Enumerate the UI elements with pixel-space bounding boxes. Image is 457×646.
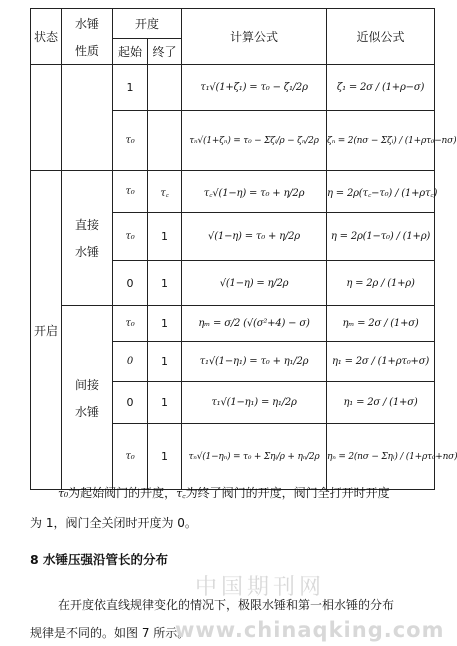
paragraph-line-1: 在开度依直线规律变化的情况下，极限水锤和第一相水锤的分布 <box>58 598 395 612</box>
cell-end: 1 <box>148 382 182 424</box>
header-approx: 近似公式 <box>327 9 435 65</box>
cell-end: 1 <box>148 261 182 306</box>
cell-approx: η₁ = 2σ / (1+σ) <box>327 382 435 424</box>
header-hammer-nature-line2: 性质 <box>74 43 99 58</box>
cell-approx: ηₙ = 2(nσ − Σηᵢ) / (1+ρτ₀+nσ) <box>327 424 435 490</box>
cell-nature-blank <box>62 65 113 171</box>
cell-approx: ζ₁ = 2σ / (1+ρ−σ) <box>327 65 435 111</box>
note-line-1 <box>58 484 390 501</box>
cell-end: 1 <box>148 306 182 342</box>
section-heading: 8 水锤压强沿管长的分布 <box>30 552 169 567</box>
cell-end: 1 <box>148 213 182 261</box>
cell-start: τ₀ <box>113 213 148 261</box>
header-hammer-nature <box>62 9 113 65</box>
cell-start: τ₀ <box>113 424 148 490</box>
header-hammer-nature-line1: 水锤 <box>74 16 99 31</box>
cell-formula: √(1−η) = η/2ρ <box>182 261 327 306</box>
note-line-2: 为 1，阀门全关闭时开度为 0。 <box>30 516 197 530</box>
cell-end: τ꜀ <box>148 171 182 213</box>
cell-approx: η = 2ρ(1−τ₀) / (1+ρ) <box>327 213 435 261</box>
header-state: 状态 <box>31 9 62 65</box>
note-text-1: 为起始阀门的开度， <box>68 486 177 500</box>
cell-state-open: 开启 <box>31 171 62 490</box>
header-start: 起始 <box>113 39 148 65</box>
indirect-line1: 间接 <box>74 377 99 392</box>
watermark-cn: 中国期刊网 <box>195 575 326 600</box>
cell-formula: τ₁√(1−η₁) = η₁/2ρ <box>182 382 327 424</box>
cell-direct-hammer <box>62 171 113 306</box>
cell-approx: η₁ = 2σ / (1+ρτ₀+σ) <box>327 342 435 382</box>
cell-end: 1 <box>148 424 182 490</box>
cell-formula: τₙ√(1+ζₙ) = τ₀ − Σζᵢ/ρ − ζₙ/2ρ <box>182 111 327 171</box>
cell-formula: τₙ√(1−ηₙ) = τ₀ + Σηᵢ/ρ + ηₙ/2ρ <box>182 424 327 490</box>
cell-end <box>148 65 182 111</box>
cell-formula: τ₁√(1+ζ₁) = τ₀ − ζ₁/2ρ <box>182 65 327 111</box>
direct-line2: 水锤 <box>74 245 99 259</box>
cell-approx: η = 2ρ / (1+ρ) <box>327 261 435 306</box>
cell-start: τ₀ <box>113 306 148 342</box>
note-text-2: 为终了阀门的开度，阀门全打开时开度 <box>185 486 390 500</box>
cell-approx: ζₙ = 2(nσ − Σζᵢ) / (1+ρτ₀−nσ) <box>327 111 435 171</box>
cell-state-blank <box>31 65 62 171</box>
cell-start: τ₀ <box>113 171 148 213</box>
header-formula: 计算公式 <box>182 9 327 65</box>
cell-formula: √(1−η) = τ₀ + η/2ρ <box>182 213 327 261</box>
cell-approx: η = 2ρ(τ꜀−τ₀) / (1+ρτ꜀) <box>327 171 435 213</box>
note-sym-tau0: τ₀ <box>58 487 69 500</box>
direct-line1: 直接 <box>74 218 99 232</box>
cell-formula: ηₘ = σ/2 (√(σ²+4) − σ) <box>182 306 327 342</box>
cell-formula: τ₁√(1−η₁) = τ₀ + η₁/2ρ <box>182 342 327 382</box>
watermark-url: www.chinaqking.com <box>175 618 445 642</box>
cell-indirect-hammer <box>62 306 113 490</box>
cell-approx: ηₘ = 2σ / (1+σ) <box>327 306 435 342</box>
paragraph-line-2: 规律是不同的。如图 7 所示。 <box>30 626 190 640</box>
cell-start: 1 <box>113 65 148 111</box>
cell-start: 0 <box>113 382 148 424</box>
cell-end: 1 <box>148 342 182 382</box>
header-opening: 开度 <box>113 9 182 39</box>
indirect-line2: 水锤 <box>74 404 99 419</box>
cell-formula: τ꜀√(1−η) = τ₀ + η/2ρ <box>182 171 327 213</box>
cell-start: τ₀ <box>113 111 148 171</box>
cell-start: 0 <box>113 261 148 306</box>
formula-table <box>30 8 457 490</box>
cell-start: 0 <box>113 342 148 382</box>
cell-end <box>148 111 182 171</box>
header-end: 终了 <box>148 39 182 65</box>
note-sym-tauc: τ꜀ <box>176 487 186 500</box>
